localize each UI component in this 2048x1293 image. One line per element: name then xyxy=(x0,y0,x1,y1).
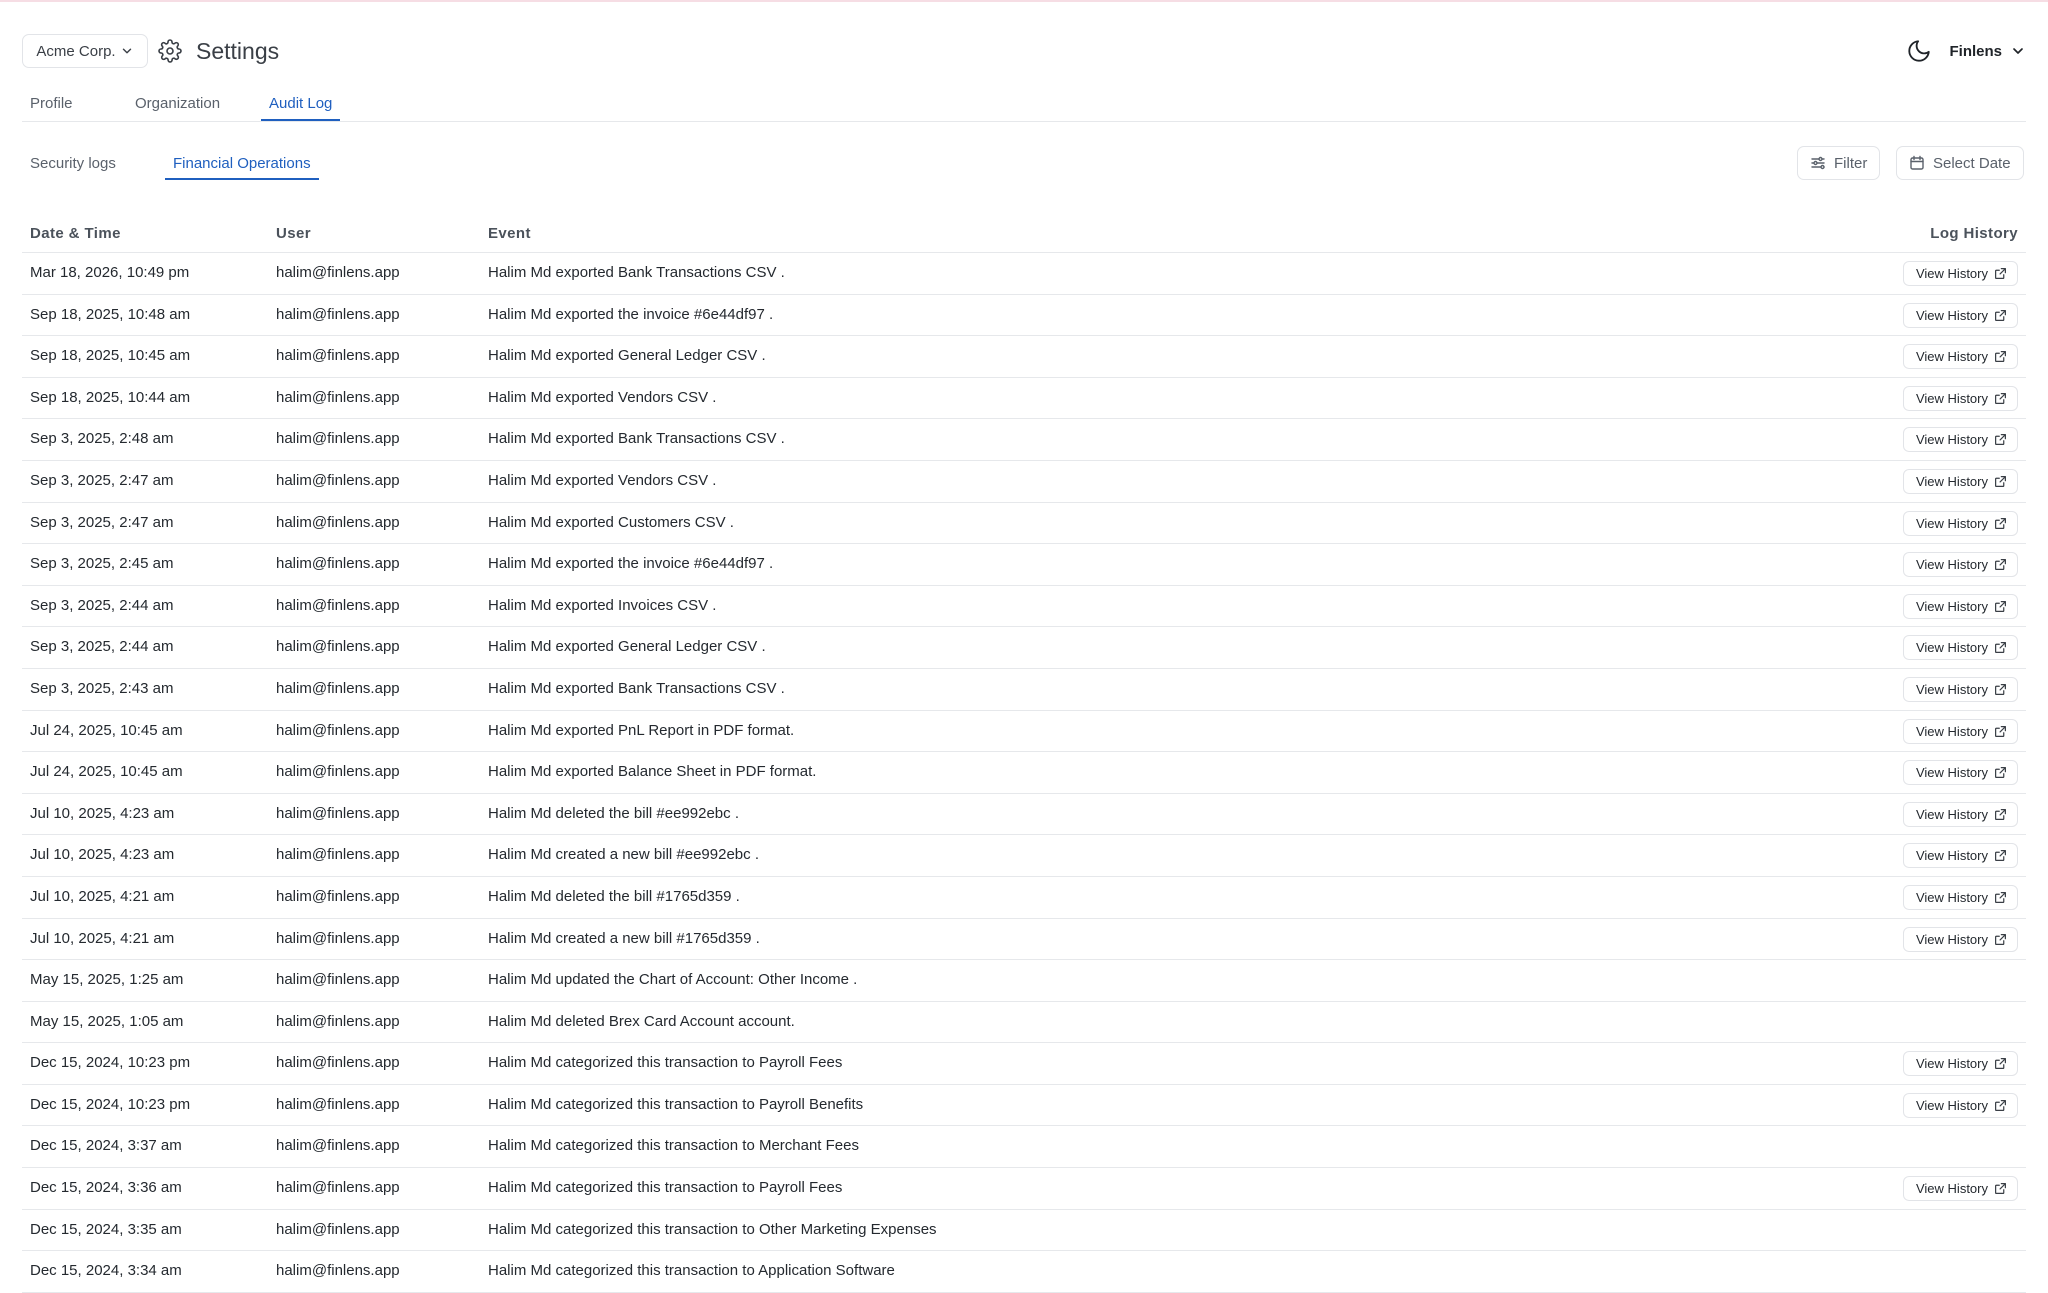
calendar-icon xyxy=(1909,155,1925,171)
view-history-label: View History xyxy=(1915,515,1988,531)
view-history-label: View History xyxy=(1915,889,1988,905)
view-history-button[interactable] xyxy=(1903,552,2018,577)
cell-date: Sep 3, 2025, 2:44 am xyxy=(30,596,174,614)
cell-user: halim@finlens.app xyxy=(276,513,400,531)
table-row xyxy=(22,295,2026,337)
cell-date: May 15, 2025, 1:25 am xyxy=(30,971,184,989)
cell-date: Sep 18, 2025, 10:44 am xyxy=(30,388,191,406)
column-header-date: Date & Time xyxy=(30,225,121,242)
page-title: Settings xyxy=(196,38,280,64)
external-link-icon xyxy=(1994,849,2007,862)
external-link-icon xyxy=(1994,267,2007,280)
chevron-down-icon xyxy=(2010,43,2026,59)
cell-user: halim@finlens.app xyxy=(276,887,400,905)
table-row xyxy=(22,419,2026,461)
table-row xyxy=(22,336,2026,378)
table-row xyxy=(22,919,2026,961)
view-history-button[interactable] xyxy=(1903,802,2018,827)
cell-date: Jul 24, 2025, 10:45 am xyxy=(30,763,183,781)
cell-user: halim@finlens.app xyxy=(276,929,400,947)
cell-user: halim@finlens.app xyxy=(276,1012,400,1030)
external-link-icon xyxy=(1994,475,2007,488)
view-history-button[interactable] xyxy=(1903,1176,2018,1201)
table-body xyxy=(22,253,2026,1293)
table-row xyxy=(22,711,2026,753)
cell-event: Halim Md deleted Brex Card Account account. xyxy=(488,1012,795,1030)
cell-user: halim@finlens.app xyxy=(276,721,400,739)
external-link-icon xyxy=(1994,558,2007,571)
table-row xyxy=(22,253,2026,295)
select-date-label: Select Date xyxy=(1933,154,2011,172)
moon-icon[interactable] xyxy=(1906,38,1932,64)
header xyxy=(22,34,2026,68)
cell-user: halim@finlens.app xyxy=(276,1220,400,1238)
filter-label: Filter xyxy=(1834,154,1868,172)
external-link-icon xyxy=(1994,683,2007,696)
external-link-icon xyxy=(1994,517,2007,530)
column-header-user: User xyxy=(276,225,311,242)
cell-date: Sep 3, 2025, 2:47 am xyxy=(30,513,174,531)
cell-date: Sep 3, 2025, 2:44 am xyxy=(30,638,174,656)
table-row xyxy=(22,503,2026,545)
cell-date: Jul 10, 2025, 4:23 am xyxy=(30,804,175,822)
organization-switcher[interactable] xyxy=(22,34,148,68)
cell-event: Halim Md exported General Ledger CSV . xyxy=(488,347,766,365)
cell-date: Jul 10, 2025, 4:23 am xyxy=(30,846,175,864)
cell-date: Jul 10, 2025, 4:21 am xyxy=(30,887,175,905)
cell-event: Halim Md exported Customers CSV . xyxy=(488,513,734,531)
view-history-label: View History xyxy=(1915,266,1988,281)
tab-organization[interactable]: Organization xyxy=(135,95,221,112)
external-link-icon xyxy=(1994,1057,2007,1070)
table-row xyxy=(22,378,2026,420)
cell-event: Halim Md updated the Chart of Account: Other Income . xyxy=(488,971,858,989)
view-history-label: View History xyxy=(1915,931,1988,947)
cell-event: Halim Md created a new bill #1765d359 . xyxy=(488,929,760,947)
external-link-icon xyxy=(1994,600,2007,613)
view-history-label: View History xyxy=(1915,723,1988,739)
view-history-label: View History xyxy=(1915,473,1988,489)
table-row xyxy=(22,461,2026,503)
view-history-label: View History xyxy=(1915,1056,1988,1072)
table-row xyxy=(22,669,2026,711)
chevron-down-icon xyxy=(120,44,134,58)
table-row xyxy=(22,1085,2026,1127)
external-link-icon xyxy=(1994,808,2007,821)
cell-event: Halim Md exported General Ledger CSV . xyxy=(488,638,766,656)
cell-event: Halim Md exported the invoice #6e44df97 . xyxy=(488,305,774,323)
view-history-label: View History xyxy=(1915,598,1988,614)
table-row xyxy=(22,1126,2026,1168)
cell-user: halim@finlens.app xyxy=(276,596,400,614)
cell-user: halim@finlens.app xyxy=(276,471,400,489)
cell-date: Dec 15, 2024, 10:23 pm xyxy=(30,1095,191,1113)
external-link-icon xyxy=(1994,1099,2007,1112)
cell-event: Halim Md exported Bank Transactions CSV . xyxy=(488,430,785,448)
cell-event: Halim Md deleted the bill #ee992ebc . xyxy=(488,804,739,822)
table-row xyxy=(22,627,2026,669)
cell-event: Halim Md exported Invoices CSV . xyxy=(488,596,717,614)
cell-user: halim@finlens.app xyxy=(276,1262,400,1280)
cell-user: halim@finlens.app xyxy=(276,305,400,323)
cell-date: Dec 15, 2024, 3:34 am xyxy=(30,1262,182,1280)
cell-event: Halim Md categorized this transaction to Payroll Fees xyxy=(488,1179,843,1197)
view-history-button[interactable] xyxy=(1903,1051,2018,1076)
external-link-icon xyxy=(1994,891,2007,904)
cell-user: halim@finlens.app xyxy=(276,1054,400,1072)
external-link-icon xyxy=(1994,309,2007,322)
view-history-button[interactable] xyxy=(1903,1093,2018,1118)
view-history-button[interactable] xyxy=(1903,594,2018,619)
external-link-icon xyxy=(1994,933,2007,946)
cell-event: Halim Md exported Vendors CSV . xyxy=(488,471,717,489)
cell-user: halim@finlens.app xyxy=(276,679,400,697)
external-link-icon xyxy=(1994,1182,2007,1195)
external-link-icon xyxy=(1994,725,2007,738)
cell-user: halim@finlens.app xyxy=(276,971,400,989)
cell-date: Jul 24, 2025, 10:45 am xyxy=(30,721,183,739)
column-header-log-history: Log History xyxy=(1930,225,2018,242)
user-menu[interactable] xyxy=(1949,34,2026,68)
cell-date: Sep 18, 2025, 10:45 am xyxy=(30,347,191,365)
select-date-button[interactable] xyxy=(1896,146,2024,180)
view-history-button[interactable] xyxy=(1903,386,2018,411)
organization-name: Acme Corp. xyxy=(36,42,116,60)
cell-user: halim@finlens.app xyxy=(276,1095,400,1113)
cell-event: Halim Md exported Bank Transactions CSV . xyxy=(488,264,785,281)
view-history-button[interactable] xyxy=(1903,427,2018,452)
table-row xyxy=(22,752,2026,794)
view-history-label: View History xyxy=(1915,640,1988,656)
external-link-icon xyxy=(1994,392,2007,405)
cell-user: halim@finlens.app xyxy=(276,388,400,406)
cell-user: halim@finlens.app xyxy=(276,430,400,448)
view-history-button[interactable] xyxy=(1903,511,2018,536)
cell-user: halim@finlens.app xyxy=(276,347,400,365)
cell-event: Halim Md exported Balance Sheet in PDF format. xyxy=(488,763,817,781)
view-history-label: View History xyxy=(1915,432,1988,448)
cell-date: Dec 15, 2024, 3:35 am xyxy=(30,1220,182,1238)
view-history-button[interactable] xyxy=(1903,469,2018,494)
table-header xyxy=(22,218,2026,253)
view-history-button[interactable] xyxy=(1903,677,2018,702)
table-row xyxy=(22,960,2026,1002)
cell-user: halim@finlens.app xyxy=(276,1137,400,1155)
view-history-button[interactable] xyxy=(1903,261,2018,286)
cell-event: Halim Md exported PnL Report in PDF format. xyxy=(488,721,795,739)
table-row xyxy=(22,1210,2026,1252)
view-history-label: View History xyxy=(1915,349,1988,365)
cell-event: Halim Md categorized this transaction to Payroll Fees xyxy=(488,1054,843,1072)
view-history-button[interactable] xyxy=(1903,719,2018,744)
cell-date: Sep 3, 2025, 2:45 am xyxy=(30,555,174,573)
table-row xyxy=(22,1002,2026,1044)
view-history-label: View History xyxy=(1915,806,1988,822)
audit-log-table xyxy=(22,218,2026,1293)
view-history-label: View History xyxy=(1915,307,1988,323)
external-link-icon xyxy=(1994,350,2007,363)
cell-user: halim@finlens.app xyxy=(276,264,400,281)
cell-date: Dec 15, 2024, 10:23 pm xyxy=(30,1054,191,1072)
cell-event: Halim Md categorized this transaction to Other Marketing Expenses xyxy=(488,1220,937,1238)
cell-event: Halim Md exported Bank Transactions CSV . xyxy=(488,679,785,697)
tab-profile[interactable]: Profile xyxy=(30,95,73,112)
view-history-label: View History xyxy=(1915,681,1988,697)
view-history-label: View History xyxy=(1915,848,1988,864)
top-accent-line xyxy=(0,0,2048,2)
cell-event: Halim Md categorized this transaction to Application Software xyxy=(488,1262,895,1280)
subtab-security-logs[interactable]: Security logs xyxy=(30,155,116,172)
view-history-button[interactable] xyxy=(1903,635,2018,660)
cell-event: Halim Md exported the invoice #6e44df97 . xyxy=(488,555,774,573)
view-history-label: View History xyxy=(1915,557,1988,573)
view-history-label: View History xyxy=(1915,1097,1988,1113)
cell-event: Halim Md categorized this transaction to Payroll Benefits xyxy=(488,1095,864,1113)
view-history-button[interactable] xyxy=(1903,303,2018,328)
view-history-label: View History xyxy=(1915,765,1988,781)
view-history-button[interactable] xyxy=(1903,843,2018,868)
cell-event: Halim Md deleted the bill #1765d359 . xyxy=(488,887,740,905)
cell-user: halim@finlens.app xyxy=(276,804,400,822)
table-row xyxy=(22,835,2026,877)
cell-event: Halim Md exported Vendors CSV . xyxy=(488,388,717,406)
view-history-button[interactable] xyxy=(1903,344,2018,369)
table-row xyxy=(22,1043,2026,1085)
column-header-event: Event xyxy=(488,225,531,242)
cell-date: Jul 10, 2025, 4:21 am xyxy=(30,929,175,947)
cell-date: Mar 18, 2026, 10:49 pm xyxy=(30,264,190,281)
view-history-button[interactable] xyxy=(1903,885,2018,910)
cell-date: Dec 15, 2024, 3:36 am xyxy=(30,1179,182,1197)
cell-event: Halim Md created a new bill #ee992ebc . xyxy=(488,846,759,864)
external-link-icon xyxy=(1994,766,2007,779)
table-row xyxy=(22,1251,2026,1293)
table-row xyxy=(22,586,2026,628)
main-tabs xyxy=(22,92,2026,122)
cell-date: Sep 3, 2025, 2:48 am xyxy=(30,430,174,448)
cell-date: May 15, 2025, 1:05 am xyxy=(30,1012,184,1030)
table-row xyxy=(22,544,2026,586)
tab-audit-log[interactable]: Audit Log xyxy=(261,92,340,121)
cell-user: halim@finlens.app xyxy=(276,638,400,656)
gear-icon xyxy=(158,39,182,63)
cell-user: halim@finlens.app xyxy=(276,1179,400,1197)
view-history-button[interactable] xyxy=(1903,760,2018,785)
cell-user: halim@finlens.app xyxy=(276,555,400,573)
cell-date: Dec 15, 2024, 3:37 am xyxy=(30,1137,182,1155)
view-history-label: View History xyxy=(1915,1181,1988,1197)
external-link-icon xyxy=(1994,641,2007,654)
view-history-label: View History xyxy=(1915,390,1988,406)
view-history-button[interactable] xyxy=(1903,927,2018,952)
cell-user: halim@finlens.app xyxy=(276,846,400,864)
subtab-financial-operations[interactable]: Financial Operations xyxy=(165,152,319,180)
filter-button[interactable] xyxy=(1797,146,1880,180)
table-row xyxy=(22,794,2026,836)
external-link-icon xyxy=(1994,433,2007,446)
cell-event: Halim Md categorized this transaction to Merchant Fees xyxy=(488,1137,859,1155)
cell-user: halim@finlens.app xyxy=(276,763,400,781)
user-menu-label: Finlens xyxy=(1949,42,2002,60)
cell-date: Sep 3, 2025, 2:43 am xyxy=(30,679,174,697)
table-row xyxy=(22,1168,2026,1210)
table-row xyxy=(22,877,2026,919)
cell-date: Sep 18, 2025, 10:48 am xyxy=(30,305,191,323)
cell-date: Sep 3, 2025, 2:47 am xyxy=(30,471,174,489)
sliders-icon xyxy=(1810,155,1826,171)
